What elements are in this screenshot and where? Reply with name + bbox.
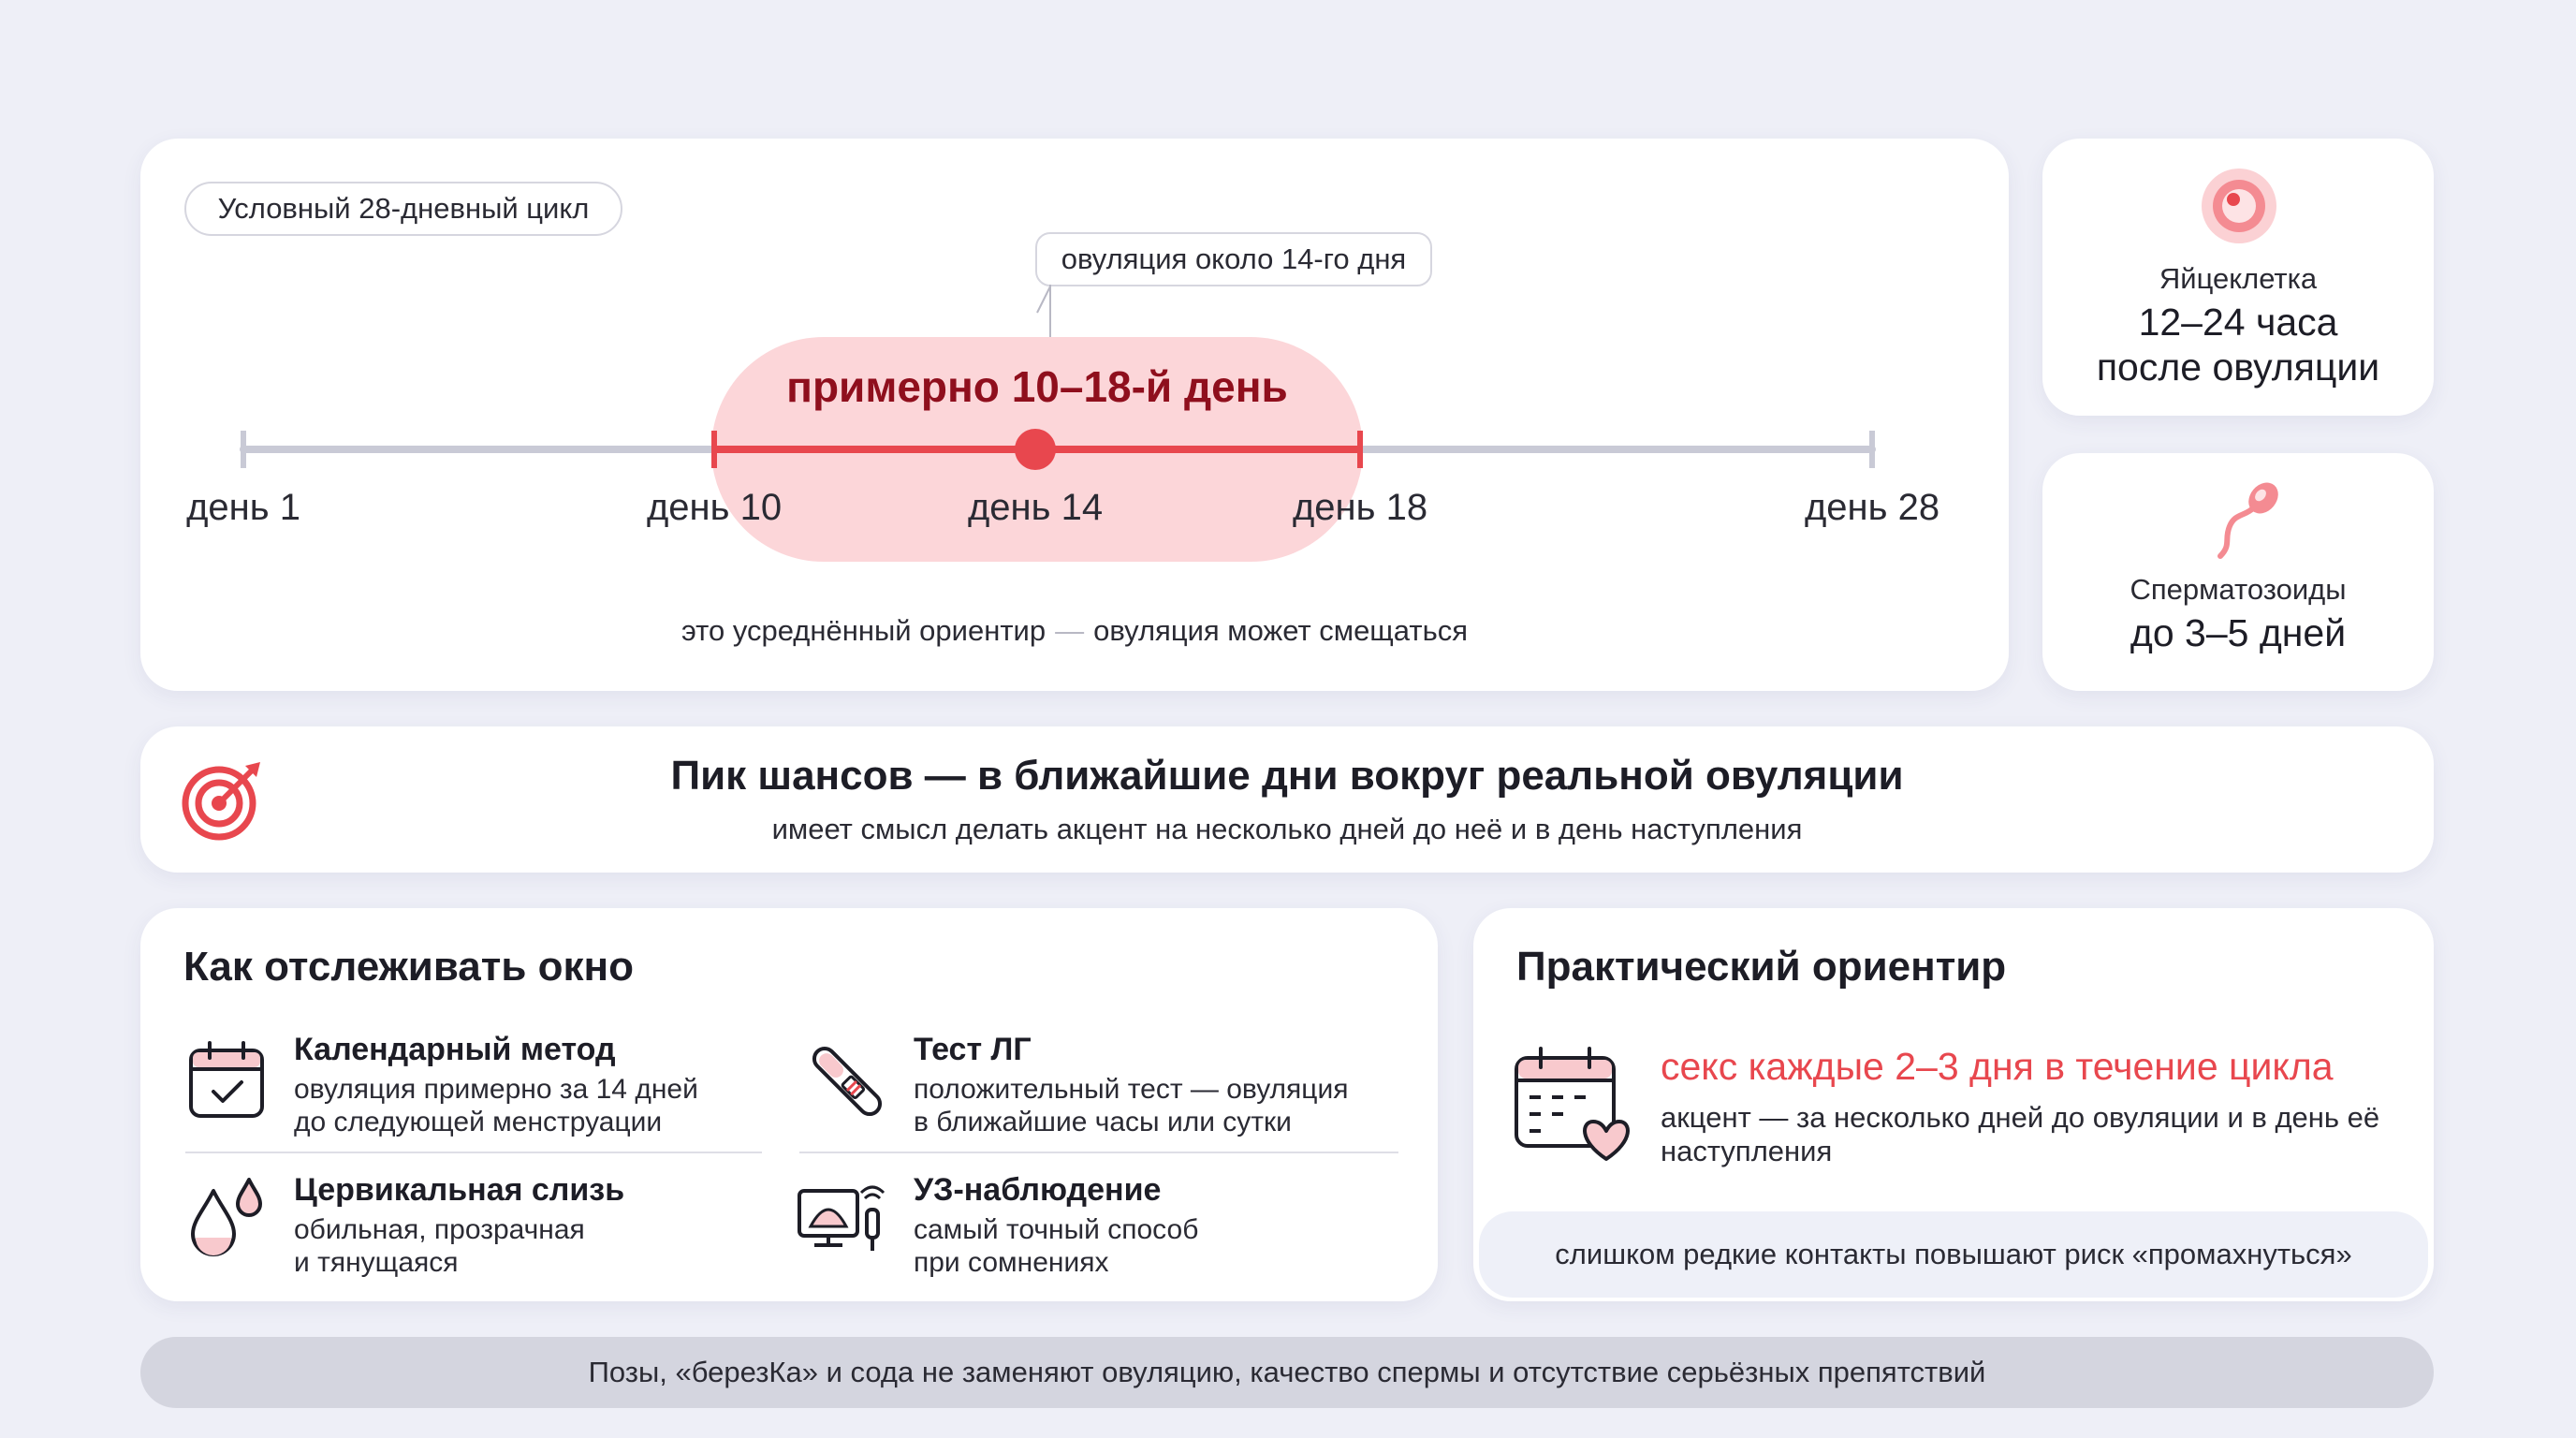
timeline-axis [140, 139, 2009, 513]
practical-guide-card [1473, 908, 2434, 1301]
egg-title: Яйцеклетка [2159, 262, 2318, 295]
method-ultrasound-line2: при сомнениях [914, 1247, 1109, 1278]
egg-lifespan-card [2042, 139, 2434, 416]
divider-left [185, 1152, 762, 1153]
note-separator: — [1055, 614, 1085, 647]
method-mucus-line1: обильная, прозрачная [294, 1214, 585, 1245]
practical-accent: секс каждые 2–3 дня в течение цикла [1661, 1045, 2334, 1088]
cycle-label-pill: Условный 28-дневный цикл [184, 182, 622, 236]
egg-cell-icon [2200, 167, 2278, 245]
calendar-check-icon [187, 1041, 266, 1120]
method-lh-title: Тест ЛГ [914, 1032, 1032, 1067]
sperm-icon [2200, 479, 2284, 564]
sperm-title: Сперматозоиды [2130, 573, 2347, 606]
ovulation-marker [1015, 429, 1056, 470]
peak-chances-banner [140, 726, 2434, 873]
method-calendar-line2: до следующей менструации [294, 1107, 663, 1137]
ultrasound-icon [796, 1185, 889, 1260]
day-label-1: день 1 [186, 487, 300, 528]
practical-footnote: слишком редкие контакты повышают риск «промахнуться» [1479, 1211, 2428, 1298]
sperm-lifespan-card [2042, 453, 2434, 691]
egg-value-line2: после овуляции [2096, 345, 2380, 389]
disclaimer-footer: Позы, «березКа» и сода не заменяют овуляцию, качество спермы и отсутствие серьёзных препятствий [140, 1337, 2434, 1408]
mucus-drop-icon [187, 1178, 268, 1262]
method-lh-line1: положительный тест — овуляция [914, 1074, 1349, 1105]
fertile-range-label: примерно 10–18-й день [786, 362, 1288, 411]
timeline-note-right: овуляция может смещаться [1093, 614, 1469, 647]
method-ultrasound-title: УЗ-наблюдение [914, 1172, 1162, 1208]
practical-heading: Практический ориентир [1516, 944, 2007, 990]
method-mucus-title: Цервикальная слизь [294, 1172, 625, 1208]
timeline-note [140, 614, 2009, 648]
calendar-heart-icon [1513, 1047, 1636, 1163]
egg-value-line1: 12–24 часа [2138, 301, 2338, 344]
day-label-10: день 10 [646, 487, 783, 528]
tracking-methods-card [140, 908, 1438, 1301]
method-mucus-line2: и тянущаяся [294, 1247, 459, 1278]
method-calendar-line1: овуляция примерно за 14 дней [294, 1074, 698, 1105]
sperm-value: до 3–5 дней [2130, 611, 2347, 654]
peak-subtitle: имеет смысл делать акцент на несколько дней до неё и в день наступления [771, 813, 1803, 845]
method-ultrasound-line1: самый точный способ [914, 1214, 1199, 1245]
timeline-note-left: это усреднённый ориентир [681, 614, 1046, 647]
day-label-28: день 28 [1804, 487, 1940, 528]
method-calendar-title: Календарный метод [294, 1032, 616, 1067]
method-lh-line2: в ближайшие часы или сутки [914, 1107, 1292, 1137]
cycle-timeline-card [140, 139, 2009, 691]
peak-title: Пик шансов — в ближайшие дни вокруг реальной овуляции [670, 753, 1904, 799]
lh-test-icon [805, 1039, 889, 1123]
tracking-heading: Как отслеживать окно [183, 944, 634, 990]
ovulation-callout: овуляция около 14-го дня [1035, 232, 1432, 286]
day-label-18: день 18 [1292, 487, 1428, 528]
day-label-14: день 14 [967, 487, 1104, 528]
practical-description: акцент — за несколько дней до овуляции и в день её наступления [1661, 1101, 2380, 1167]
divider-right [799, 1152, 1398, 1153]
